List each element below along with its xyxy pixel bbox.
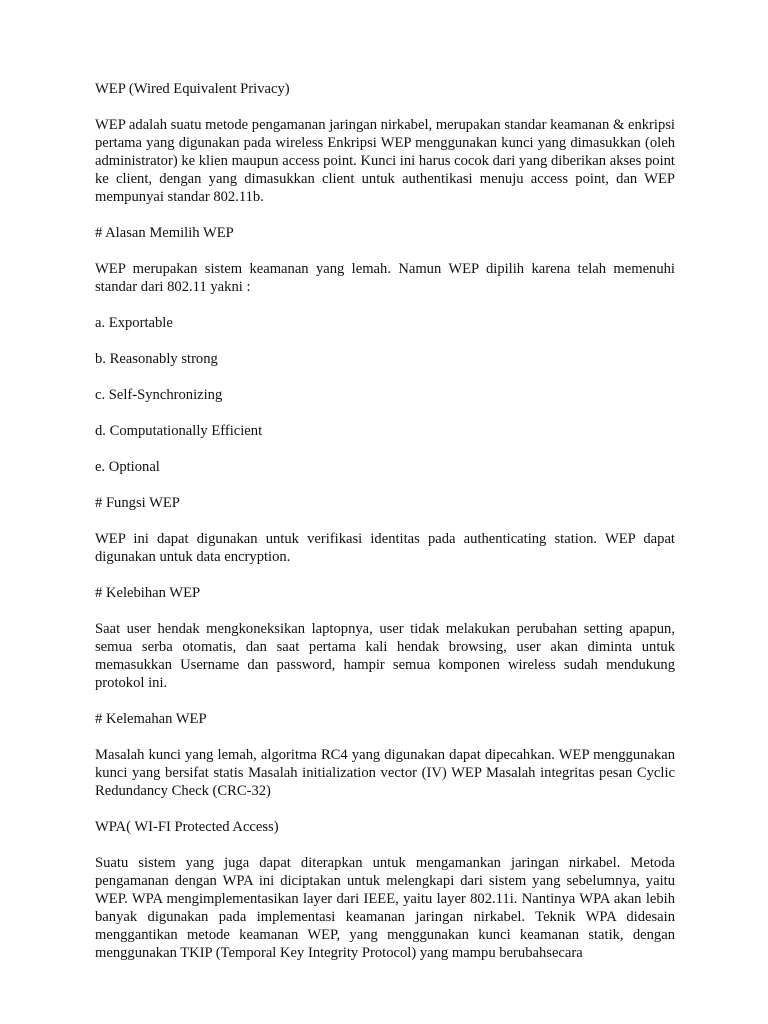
alasan-paragraph: WEP merupakan sistem keamanan yang lemah. Namun WEP dipilih karena telah memenuhi standar dari 802.11 yakni : [95,261,675,295]
list-item: b. Reasonably strong [95,351,218,367]
wpa-heading: WPA( WI-FI Protected Access) [95,819,279,835]
fungsi-heading: # Fungsi WEP [95,495,180,511]
document-page [95,80,675,980]
kelebihan-heading: # Kelebihan WEP [95,585,201,601]
list-item: c. Self-Synchronizing [95,387,223,403]
list-item: d. Computationally Efficient [95,423,263,439]
kelemahan-heading: # Kelemahan WEP [95,711,207,727]
alasan-heading: # Alasan Memilih WEP [95,225,234,241]
fungsi-paragraph: WEP ini dapat digunakan untuk verifikasi identitas pada authenticating station. WEP dapat digunakan untuk data encryption. [95,531,675,565]
kelemahan-paragraph: Masalah kunci yang lemah, algoritma RC4 yang digunakan dapat dipecahkan. WEP menggunakan kunci yang bersifat statis Masalah initialization vector (IV) WEP Masalah integritas pesan Cyclic Redundancy Check (CRC-32) [95,747,675,799]
intro-paragraph: WEP adalah suatu metode pengamanan jaringan nirkabel, merupakan standar keamanan & enkripsi pertama yang digunakan pada wireless Enkripsi WEP menggunakan kunci yang dimasukkan (oleh administrator) ke klien maupun access point. Kunci ini harus cocok dari yang diberikan akses point ke client, dengan yang dimasukkan client untuk authentikasi menuju access point, dan WEP mempunyai standar 802.11b. [95,117,675,205]
list-item: e. Optional [95,459,160,475]
list-item: a. Exportable [95,315,173,331]
kelebihan-paragraph: Saat user hendak mengkoneksikan laptopnya, user tidak melakukan perubahan setting apapun, semua serba otomatis, dan saat pertama kali hendak browsing, user akan diminta untuk memasukkan Username dan password, hampir semua komponen wireless sudah mendukung protokol ini. [95,621,675,691]
document-title: WEP (Wired Equivalent Privacy) [95,81,290,97]
wpa-paragraph: Suatu sistem yang juga dapat diterapkan untuk mengamankan jaringan nirkabel. Metoda pengamanan dengan WPA ini diciptakan untuk melengkapi dari sistem yang sebelumnya, yaitu WEP. WPA mengimplementasikan layer dari IEEE, yaitu layer 802.11i. Nantinya WPA akan lebih banyak digunakan pada implementasi keamanan jaringan nirkabel. Teknik WPA didesain menggantikan metode keamanan WEP, yang menggunakan kunci keamanan statik, dengan menggunakan TKIP (Temporal Key Integrity Protocol) yang mampu berubahsecara [95,855,675,961]
